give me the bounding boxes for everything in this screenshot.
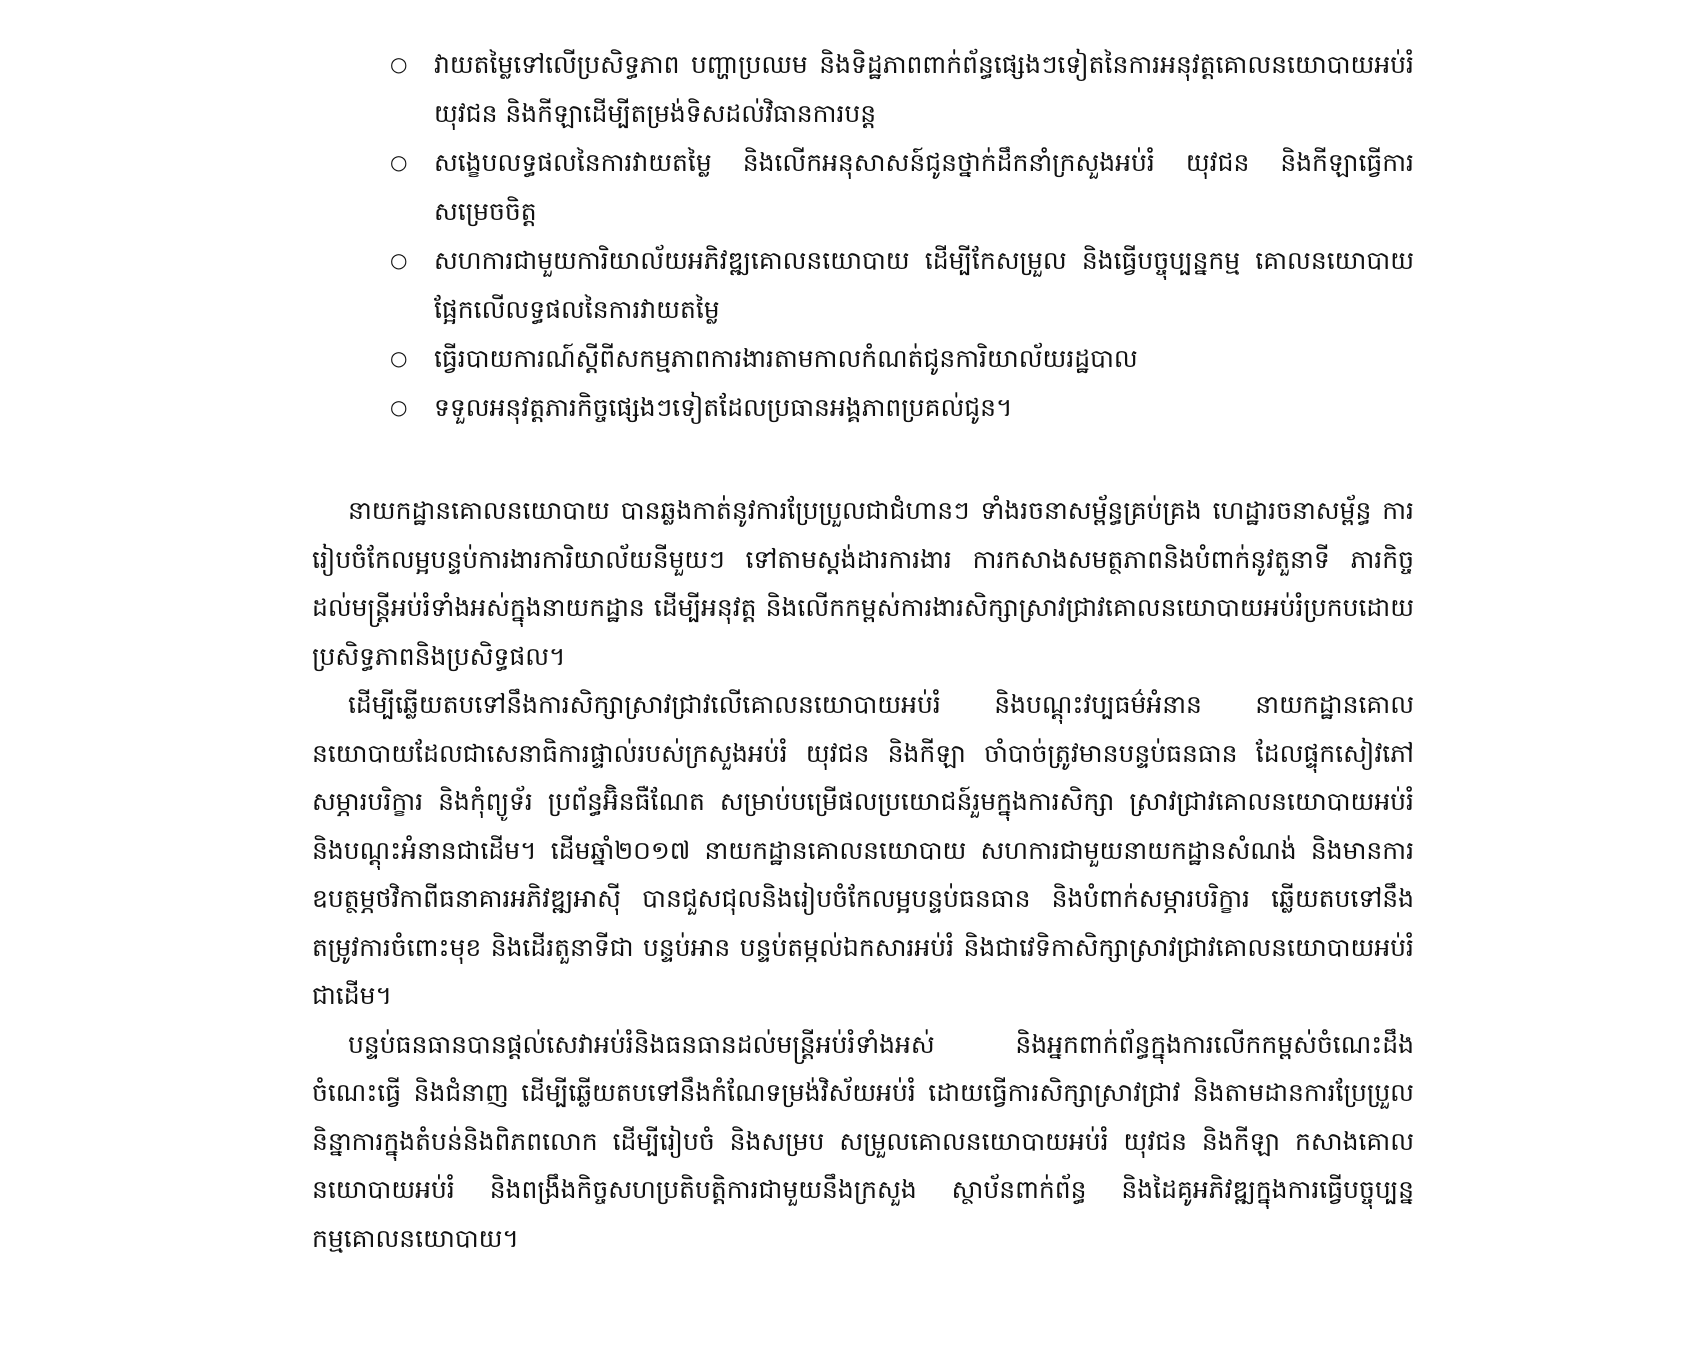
list-item-text: ទទួលអនុវត្តភារកិច្ចផ្សេងៗទៀតដែលប្រធានអង្គភាពប្រគល់ជូន។ bbox=[434, 393, 1013, 422]
hollow-circle-bullet-icon: ○ bbox=[390, 248, 408, 272]
body-text bbox=[312, 487, 1414, 1263]
responsibilities-list bbox=[384, 40, 1414, 432]
hollow-circle-bullet-icon: ○ bbox=[390, 52, 408, 76]
hollow-circle-bullet-icon: ○ bbox=[390, 346, 408, 370]
hollow-circle-bullet-icon: ○ bbox=[390, 150, 408, 174]
list-item-text: វាយតម្លៃទៅលើប្រសិទ្ធភាព បញ្ហាប្រឈម និងទិដ្ឋភាពពាក់ព័ន្ធផ្សេងៗទៀតនៃការអនុវត្តគោលនយោបាយអប់រំ យុវជន និងកីឡាដើម្បីតម្រង់ទិសដល់វិធានការបន្ត bbox=[434, 50, 1414, 128]
list-item bbox=[384, 383, 1414, 432]
list-item-text: សហការជាមួយការិយាល័យអភិវឌ្ឍគោលនយោបាយ ដើម្បីកែសម្រួល និងធ្វើបច្ចុប្បន្នកម្ម គោលនយោបាយផ្អែកលើលទ្ធផលនៃការវាយតម្លៃ bbox=[434, 246, 1414, 324]
list-item bbox=[384, 40, 1414, 138]
list-item-text: សង្ខេបលទ្ធផលនៃការវាយតម្លៃ និងលើកអនុសាសន៍ជូនថ្នាក់ដឹកនាំក្រសួងអប់រំ យុវជន និងកីឡាធ្វើការសម្រេចចិត្ត bbox=[434, 148, 1414, 226]
paragraph-resource-room-background: ដើម្បីឆ្លើយតបទៅនឹងការសិក្សាស្រាវជ្រាវលើគោលនយោបាយអប់រំ និងបណ្ដុះវប្បធម៌អំនាន នាយកដ្ឋានគោលនយោបាយដែលជាសេនាធិការផ្ទាល់របស់ក្រសួងអប់រំ យុវជន និងកីឡា ចាំបាច់ត្រូវមានបន្ទប់ធនធាន ដែលផ្ទុកសៀវភៅ សម្ភារបរិក្ខារ និងកុំព្យូទ័រ ប្រព័ន្ធអ៊ិនធឺណែត សម្រាប់បម្រើផលប្រយោជន៍រួមក្នុងការសិក្សា ស្រាវជ្រាវគោលនយោបាយអប់រំ និងបណ្ដុះអំនានជាដើម។ ដើមឆ្នាំ២០១៧ នាយកដ្ឋានគោលនយោបាយ សហការជាមួយនាយកដ្ឋានសំណង់ និងមានការឧបត្ថម្ភថវិកាពីធនាគារអភិវឌ្ឍអាស៊ី បានជួសជុលនិងរៀបចំកែលម្អបន្ទប់ធនធាន និងបំពាក់សម្ភារបរិក្ខារ ឆ្លើយតបទៅនឹងតម្រូវការចំពោះមុខ និងដើរតួនាទីជា បន្ទប់អាន បន្ទប់តម្កល់ឯកសារអប់រំ និងជាវេទិកាសិក្សាស្រាវជ្រាវគោលនយោបាយអប់រំ ជាដើម។ bbox=[312, 690, 1414, 1010]
paragraph-policy-department: នាយកដ្ឋានគោលនយោបាយ បានឆ្លងកាត់នូវការប្រែប្រួលជាជំហានៗ ទាំងរចនាសម្ព័ន្ធគ្រប់គ្រង ហេដ្ឋារចនាសម្ព័ន្ធ ការរៀបចំកែលម្អបន្ទប់ការងារការិយាល័យនីមួយៗ ទៅតាមស្តង់ដារការងារ ការកសាងសមត្ថភាពនិងបំពាក់នូវតួនាទី ភារកិច្ចដល់មន្ត្រីអប់រំទាំងអស់ក្នុងនាយកដ្ឋាន ដើម្បីអនុវត្ត និងលើកកម្ពស់ការងារសិក្សាស្រាវជ្រាវគោលនយោបាយអប់រំប្រកបដោយប្រសិទ្ធភាពនិងប្រសិទ្ធផល។ bbox=[312, 496, 1414, 671]
list-item-text: ធ្វើរបាយការណ៍ស្តីពីសកម្មភាពការងារតាមកាលកំណត់ជូនការិយាល័យរដ្ឋបាល bbox=[434, 344, 1138, 373]
list-item bbox=[384, 236, 1414, 334]
paragraph-resource-room-services: បន្ទប់ធនធានបានផ្តល់សេវាអប់រំនិងធនធានដល់មន្ត្រីអប់រំទាំងអស់ និងអ្នកពាក់ព័ន្ធក្នុងការលើកកម្ពស់ចំណេះដឹង ចំណេះធ្វើ និងជំនាញ ដើម្បីឆ្លើយតបទៅនឹងកំណែទម្រង់វិស័យអប់រំ ដោយធ្វើការសិក្សាស្រាវជ្រាវ និងតាមដានការប្រែប្រួលនិន្នាការក្នុងតំបន់និងពិភពលោក ដើម្បីរៀបចំ និងសម្រប សម្រួលគោលនយោបាយអប់រំ យុវជន និងកីឡា កសាងគោលនយោបាយអប់រំ និងពង្រឹងកិច្ចសហប្រតិបត្តិការជាមួយនឹងក្រសួង ស្ថាប័នពាក់ព័ន្ធ និងដៃគូអភិវឌ្ឍក្នុងការធ្វើបច្ចុប្បន្នកម្មគោលនយោបាយ។ bbox=[312, 1029, 1414, 1253]
hollow-circle-bullet-icon: ○ bbox=[390, 395, 408, 419]
list-item bbox=[384, 138, 1414, 236]
list-item bbox=[384, 334, 1414, 383]
